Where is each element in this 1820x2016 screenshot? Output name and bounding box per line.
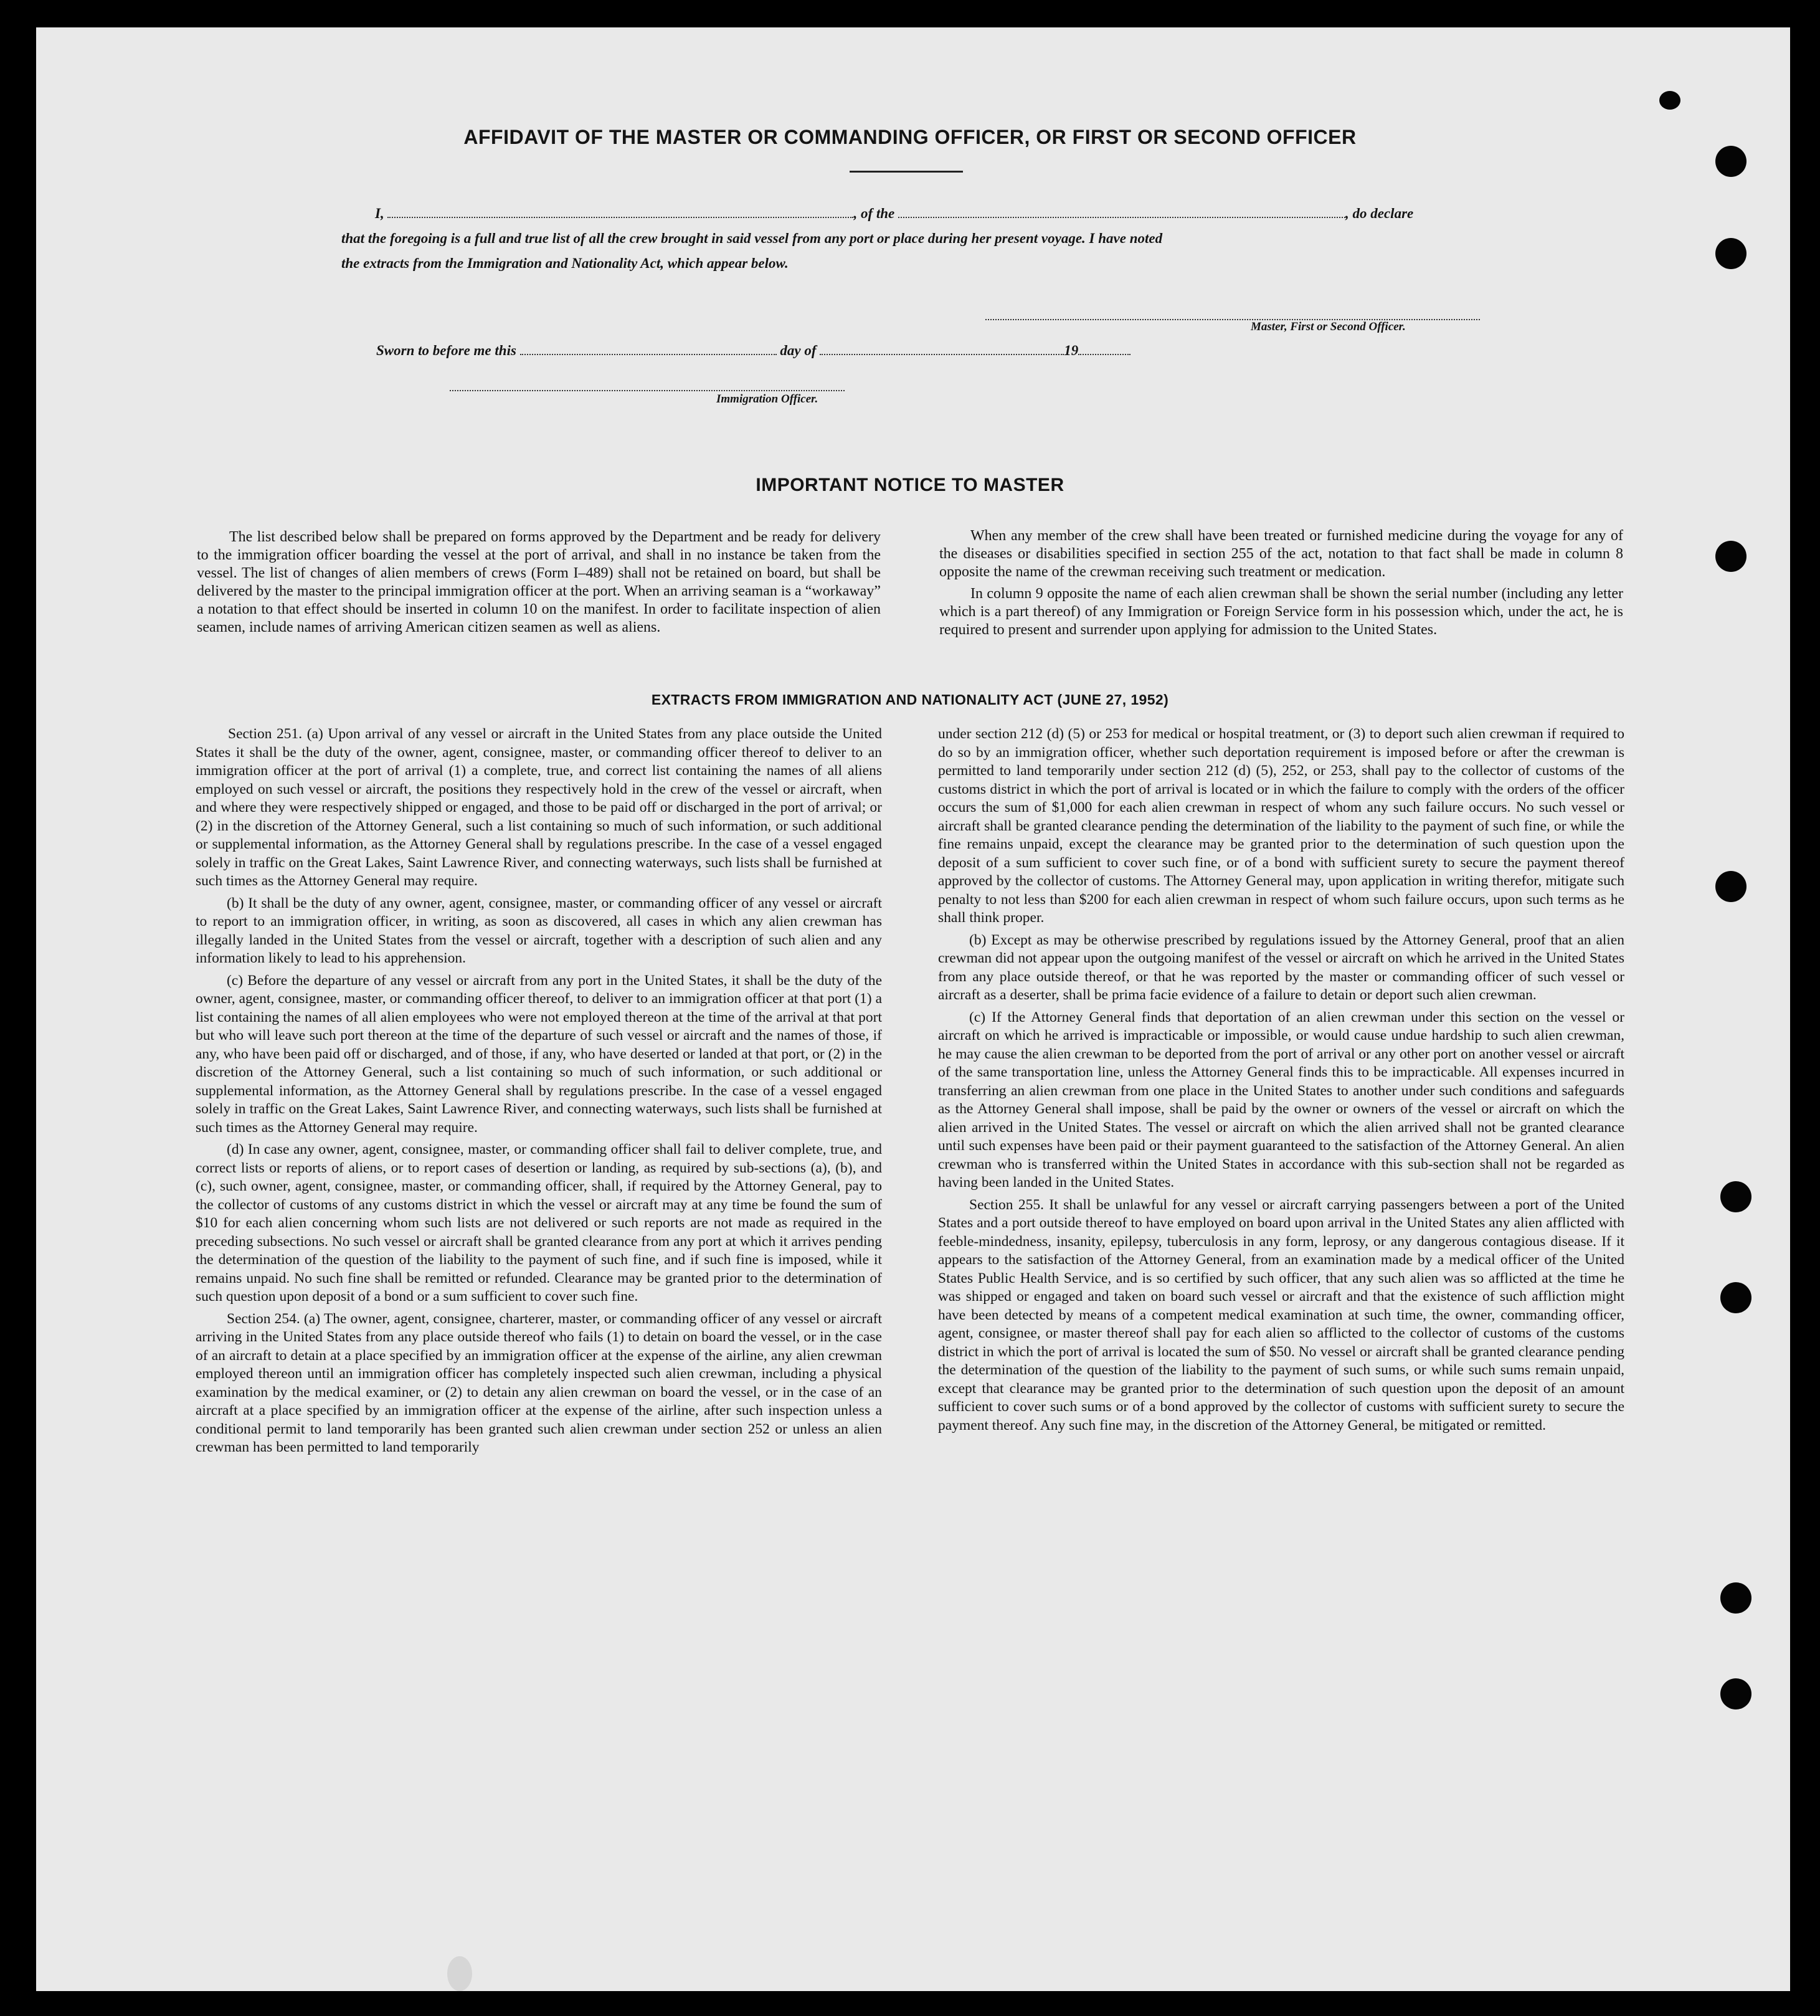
extract-section-254c: (c) If the Attorney General finds that deportation of an alien crewman under this section on the vessel or aircraft on which he arrived is impracticable or impossible, or would cause undue hardship to such alien crewman, he may cause the alien crewman to be deported from the port of arrival or any other port on another vessel or aircraft of the same transportation line, unless the Attorney General finds this to be impracticable. All expenses incurred in transferring an alien crewman from one place in the United States to another under such conditions and safeguards as the Attorney General shall impose, shall be paid by the owner or owners of the vessel or aircraft on which the alien arrived in the United States. The vessel or aircraft on which the alien arrived shall not be granted clearance until such expenses have been paid or their payment guaranteed to the satisfaction of the Attorney General. An alien crewman who is transferred within the United States in accordance with this sub-section shall not be regarded as having been landed in the United States. <box>938 1009 1624 1191</box>
punch-hole <box>1715 541 1747 572</box>
sworn-label: Sworn to before me this <box>376 343 516 358</box>
affidavit-title: AFFIDAVIT OF THE MASTER OR COMMANDING OFFICER, OR FIRST OR SECOND OFFICER <box>463 126 1357 148</box>
notice-left-column <box>197 528 881 640</box>
punch-hole <box>1720 1282 1751 1313</box>
extract-section-251c: (c) Before the departure of any vessel or aircraft from any port in the United States, it shall be the duty of the owner, agent, consignee, master, or commanding officer thereof, to deliver to an immigration officer at that port (1) a list containing the names of all alien employees who were not employed thereon at the time of the arrival at that port but who will leave such port thereon at the time of the departure of such vessel or aircraft and the names of those, if any, who have been paid off or discharged, and of those, if any, who have deserted or landed at that port, or (2) in the discretion of the Attorney General, such a list containing so much of such information, or such additional or supplemental information, as the Attorney General shall by regulations prescribe. In the case of a vessel engaged solely in traffic on the Great Lakes, Saint Lawrence River, and connecting waterways, such lists shall be furnished at such times as the Attorney General may require. <box>196 972 882 1136</box>
master-signature-caption: Master, First or Second Officer. <box>1251 320 1406 333</box>
extract-section-251b: (b) It shall be the duty of any owner, agent, consignee, master, or commanding officer of any vessel or aircraft to report to an immigration officer, in writing, as soon as discovered, all cases in which any alien crewman has illegally landed in the United States from the vessel or aircraft, together with a description of such alien and any information likely to lead to his apprehension. <box>196 895 882 966</box>
notice-right-column <box>939 527 1623 643</box>
punch-hole <box>1720 1678 1751 1709</box>
declaration-pronoun: I, <box>375 206 384 221</box>
declaration-line-1 <box>375 203 1413 222</box>
notice-paragraph: When any member of the crew shall have been treated or furnished medicine during the voyage for any of the diseases or disabilities specified in section 255 of the act, notation to that fact shall be made in column 8 opposite the name of the crewman receiving such treatment or medication. <box>939 528 1623 580</box>
extract-section-254b: (b) Except as may be otherwise prescribed by regulations issued by the Attorney General, proof that an alien crewman did not appear upon the outgoing manifest of the vessel or aircraft on which he arrived in the United States from any place outside thereof, or that he was reported by the master or commanding officer of such vessel or aircraft as a deserter, shall be prima facie evidence of a failure to detain or deport such alien crewman. <box>938 931 1624 1003</box>
declaration-line-2: that the foregoing is a full and true list of all the crew brought in said vessel from any port or place during her present voyage. I have noted <box>341 231 1163 246</box>
sworn-month-field[interactable] <box>820 340 1064 355</box>
title-underline <box>850 171 963 173</box>
declaration-line-3: the extracts from the Immigration and Nationality Act, which appear below. <box>341 255 789 271</box>
punch-hole <box>1715 871 1747 902</box>
notice-title: IMPORTANT NOTICE TO MASTER <box>756 475 1064 495</box>
extracts-title: EXTRACTS FROM IMMIGRATION AND NATIONALITY ACT (JUNE 27, 1952) <box>651 692 1169 708</box>
punch-hole <box>1720 1181 1751 1212</box>
extracts-right-column <box>938 725 1624 1438</box>
sworn-line <box>376 340 1130 359</box>
master-signature-field[interactable] <box>985 305 1480 320</box>
year-label: 19 <box>1064 343 1079 358</box>
extracts-left-column <box>196 725 882 1461</box>
of-the-label: , of the <box>853 206 895 221</box>
extract-section-254a: Section 254. (a) The owner, agent, consignee, charterer, master, or commanding officer of any vessel or aircraft arriving in the United States from any place outside thereof who fails (1) to detain on board the vessel, or in the case of an aircraft to detain at a place specified by an immigration officer at the expense of the airline, any alien crewman employed thereon until an immigration officer has completely inspected such alien crewman, including a physical examination by the medical examiner, or (2) to detain any alien crewman on board the vessel, or in the case of an aircraft at a place specified by an immigration officer at the expense of the airline, after such inspection unless a conditional permit to land temporarily has been granted such alien crewman under section 252 or unless an alien crewman has been permitted to land temporarily <box>196 1310 882 1455</box>
extract-section-251d: (d) In case any owner, agent, consignee, master, or commanding officer shall fail to deliver complete, true, and correct lists or reports of aliens, or to report cases of desertion or landing, as required by sub-sections (a), (b), and (c), such owner, agent, consignee, master, or commanding officer, shall, if required by the Attorney General, pay to the collector of customs of any customs district in which the vessel or aircraft may at any time be found the sum of $10 for each alien concerning whom such lists are not delivered or such reports are not made as required in the preceding subsections. No such vessel or aircraft shall be granted clearance from any port at which it arrives pending the determination of the question of the liability to the payment of such fine, and if such fine is imposed, while it remains unpaid. No such fine shall be remitted or refunded. Clearance may be granted prior to the determination of such question upon deposit of a bond or a sum sufficient to cover such fine. <box>196 1141 882 1305</box>
extract-section-254a-cont: under section 212 (d) (5) or 253 for medical or hospital treatment, or (3) to deport such alien crewman if required to do so by an immigration officer, whether such deportation requirement is imposed before or after the crewman is permitted to land temporarily under section 212 (d) (5), 252, or 253, shall pay to the collector of customs of the customs district in which the port of arrival is located or in which the failure to comply with the orders of the officer occurs the sum of $1,000 for each alien crewman in respect of whom any such failure occurs. No such vessel or aircraft shall be granted clearance pending the determination of the liability to the payment of such fine, or while the fine remains unpaid, except the clearance may be granted prior to the determination of such question upon the deposit of a sum sufficient to cover such fine, or of a bond with sufficient surety to secure the payment thereof approved by the collector of customs. The Attorney General may, upon application in writing therefor, mitigate such penalty to not less than $200 for each alien crewman in respect of whom such failure occurs, upon such terms as he shall think proper. <box>938 726 1624 926</box>
name-field[interactable] <box>387 203 853 218</box>
punch-hole <box>1720 1582 1751 1614</box>
notice-paragraph: The list described below shall be prepared on forms approved by the Department and be ready for delivery to the immigration officer boarding the vessel at the port of arrival, and shall in no instance be taken from the vessel. The list of changes of alien members of crews (Form I–489) shall not be retained on board, but shall be delivered by the master to the principal immigration officer at the port. When an arriving seaman is a “workaway” a notation to that effect should be inserted in column 10 on the manifest. In order to facilitate inspection of alien seamen, include names of arriving American citizen seamen as well as aliens. <box>197 529 881 635</box>
sworn-year-field[interactable] <box>1078 340 1130 355</box>
sworn-day-field[interactable] <box>520 340 777 355</box>
immigration-signature-field[interactable] <box>450 376 845 391</box>
immigration-signature-caption: Immigration Officer. <box>716 392 818 406</box>
punch-hole <box>1715 146 1747 177</box>
notice-paragraph: In column 9 opposite the name of each alien crewman shall be shown the serial number (including any letter which is a part thereof) of any Immigration or Foreign Service form in his possession which, under the act, he is required to present and surrender upon applying for admission to the United States. <box>939 586 1623 638</box>
punch-hole <box>1715 238 1747 269</box>
extract-section-255: Section 255. It shall be unlawful for any vessel or aircraft carrying passengers between a port of the United States and a port outside thereof to have employed on board upon arrival in the United States any alien afflicted with feeble-mindedness, insanity, epilepsy, tuberculosis in any form, leprosy, or any dangerous contagious disease. If it appears to the satisfaction of the Attorney General, from an examination made by a medical officer of the United States Public Health Service, and is so certified by such officer, that any such alien was so afflicted at the time he was shipped or engaged and taken on board such vessel or aircraft and that the existence of such affliction might have been detected by means of a competent medical examination at such time, the owner, commanding officer, agent, consignee, or master thereof shall pay for each alien so afflicted to the collector of customs of the customs district in which the port of arrival is located the sum of $50. No vessel or aircraft shall be granted clearance pending the determination of the question of the liability to the payment of such sums, or while such sums remain unpaid, except that clearance may be granted prior to the determination of such question upon the deposit of an amount sufficient to cover such sums or of a bond approved by the collector of customs with sufficient surety to secure the payment thereof. Any such fine may, in the discretion of the Attorney General, be mitigated or remitted. <box>938 1196 1624 1434</box>
ink-blot <box>1659 91 1680 110</box>
extract-section-251a: Section 251. (a) Upon arrival of any vessel or aircraft in the United States from any place outside the United States it shall be the duty of the owner, agent, consignee, master, or commanding officer thereof to deliver to an immigration officer at the port of arrival (1) a complete, true, and correct list containing the names of all aliens employed on such vessel or aircraft, the positions they respectively hold in the crew of the vessel or aircraft, when and where they were respectively shipped or engaged, and those to be paid off or discharged in the port of arrival; or (2) in the discretion of the Attorney General, such a list containing so much of such information, or such additional or supplemental information, as the Attorney General shall by regulations prescribe. In the case of a vessel engaged solely in traffic on the Great Lakes, Saint Lawrence River, and connecting waterways, such lists shall be furnished at such times as the Attorney General may require. <box>196 726 882 889</box>
smudge <box>447 1956 472 1991</box>
day-of-label: day of <box>780 343 817 358</box>
do-declare-label: , do declare <box>1345 206 1414 221</box>
vessel-field[interactable] <box>898 203 1345 218</box>
